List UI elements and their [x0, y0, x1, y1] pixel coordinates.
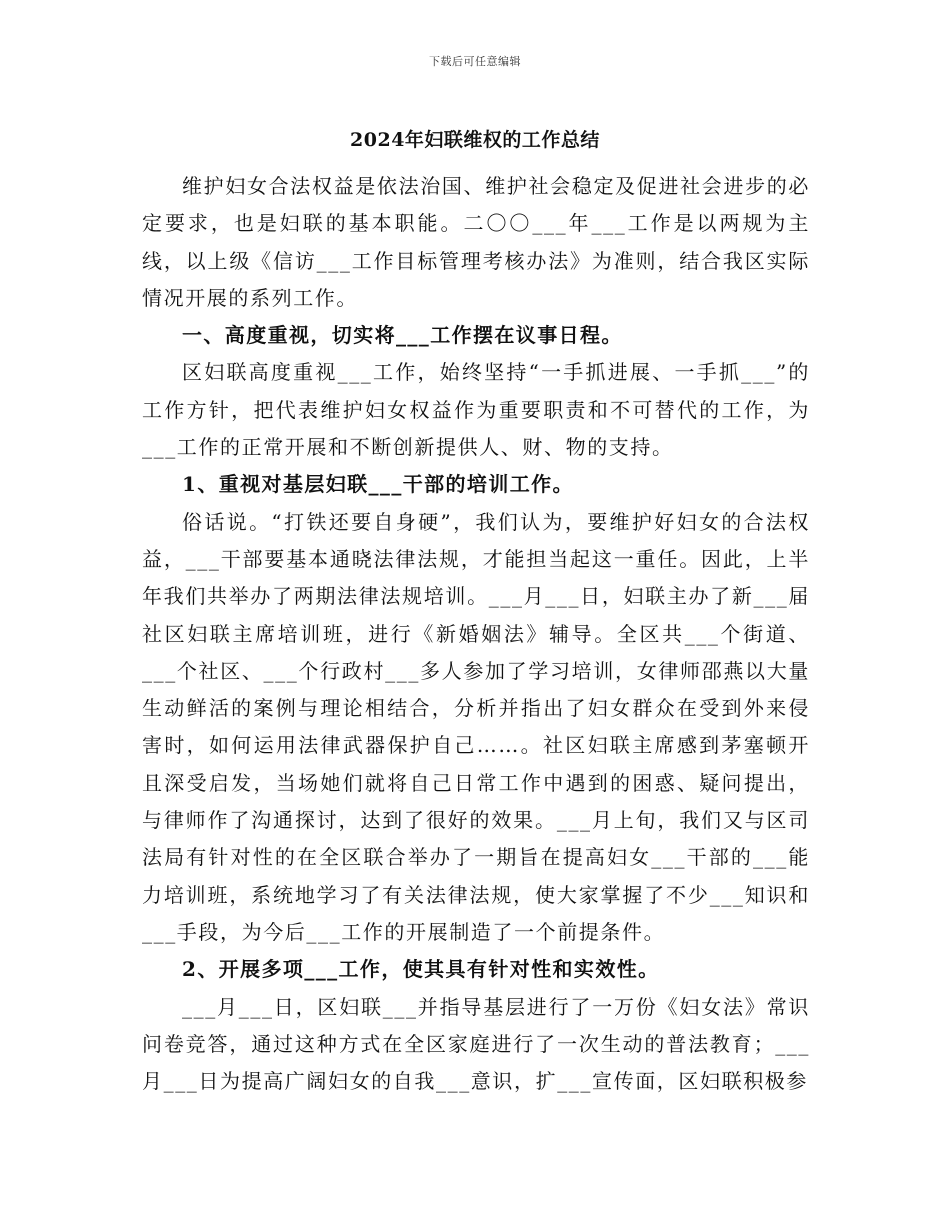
subsection-1-paragraph: 俗话说。“打铁还要自身硬”，我们认为，要维护好妇女的合法权益，___干部要基本通晓法律法规，才能担当起这一重任。因此，上半年我们共举办了两期法律法规培训。___月___日，妇联主办了新___届社区妇联主席培训班，进行《新婚姻法》辅导。全区共___个街道、___个社区、___个行政村___多人参加了学习培训，女律师邵燕以大量生动鲜活的案例与理论相结合，分析并指出了妇女群众在受到外来侵害时，如何运用法律武器保护自己……。社区妇联主席感到茅塞顿开且深受启发，当场她们就将自己日常工作中遇到的困惑、疑问提出，与律师作了沟通探讨，达到了很好的效果。___月上旬，我们又与区司法局有针对性的在全区联合举办了一期旨在提高妇女___干部的___能力培训班，系统地学习了有关法律法规，使大家掌握了不少___知识和___手段，为今后___工作的开展制造了一个前提条件。 — [142, 509, 810, 944]
subsection-heading-1: 1、重视对基层妇联___干部的培训工作。 — [182, 472, 574, 497]
document-body — [142, 168, 810, 1100]
subsection-2-paragraph: ___月___日，区妇联___并指导基层进行了一万份《妇女法》常识问卷竞答，通过这种方式在全区家庭进行了一次生动的普法教育；___月___日为提高广阔妇女的自我___意识，扩___宣传面，区妇联积极参 — [142, 994, 810, 1094]
section-1-paragraph: 区妇联高度重视___工作，始终坚持“一手抓进展、一手抓___”的工作方针，把代表维护妇女权益作为重要职责和不可替代的工作，为___工作的正常开展和不断创新提供人、财、物的支持。 — [142, 360, 810, 460]
subsection-heading-2: 2、开展多项___工作，使其具有针对性和实效性。 — [182, 957, 660, 982]
intro-paragraph: 维护妇女合法权益是依法治国、维护社会稳定及促进社会进步的必定要求，也是妇联的基本职能。二〇〇___年___工作是以两规为主线，以上级《信访___工作目标管理考核办法》为准则，结合我区实际情况开展的系列工作。 — [142, 174, 810, 310]
section-heading-1: 一、高度重视，切实将___工作摆在议事日程。 — [182, 323, 623, 348]
document-title: 2024年妇联维权的工作总结 — [350, 129, 600, 151]
header-note: 下载后可任意编辑 — [429, 55, 521, 68]
